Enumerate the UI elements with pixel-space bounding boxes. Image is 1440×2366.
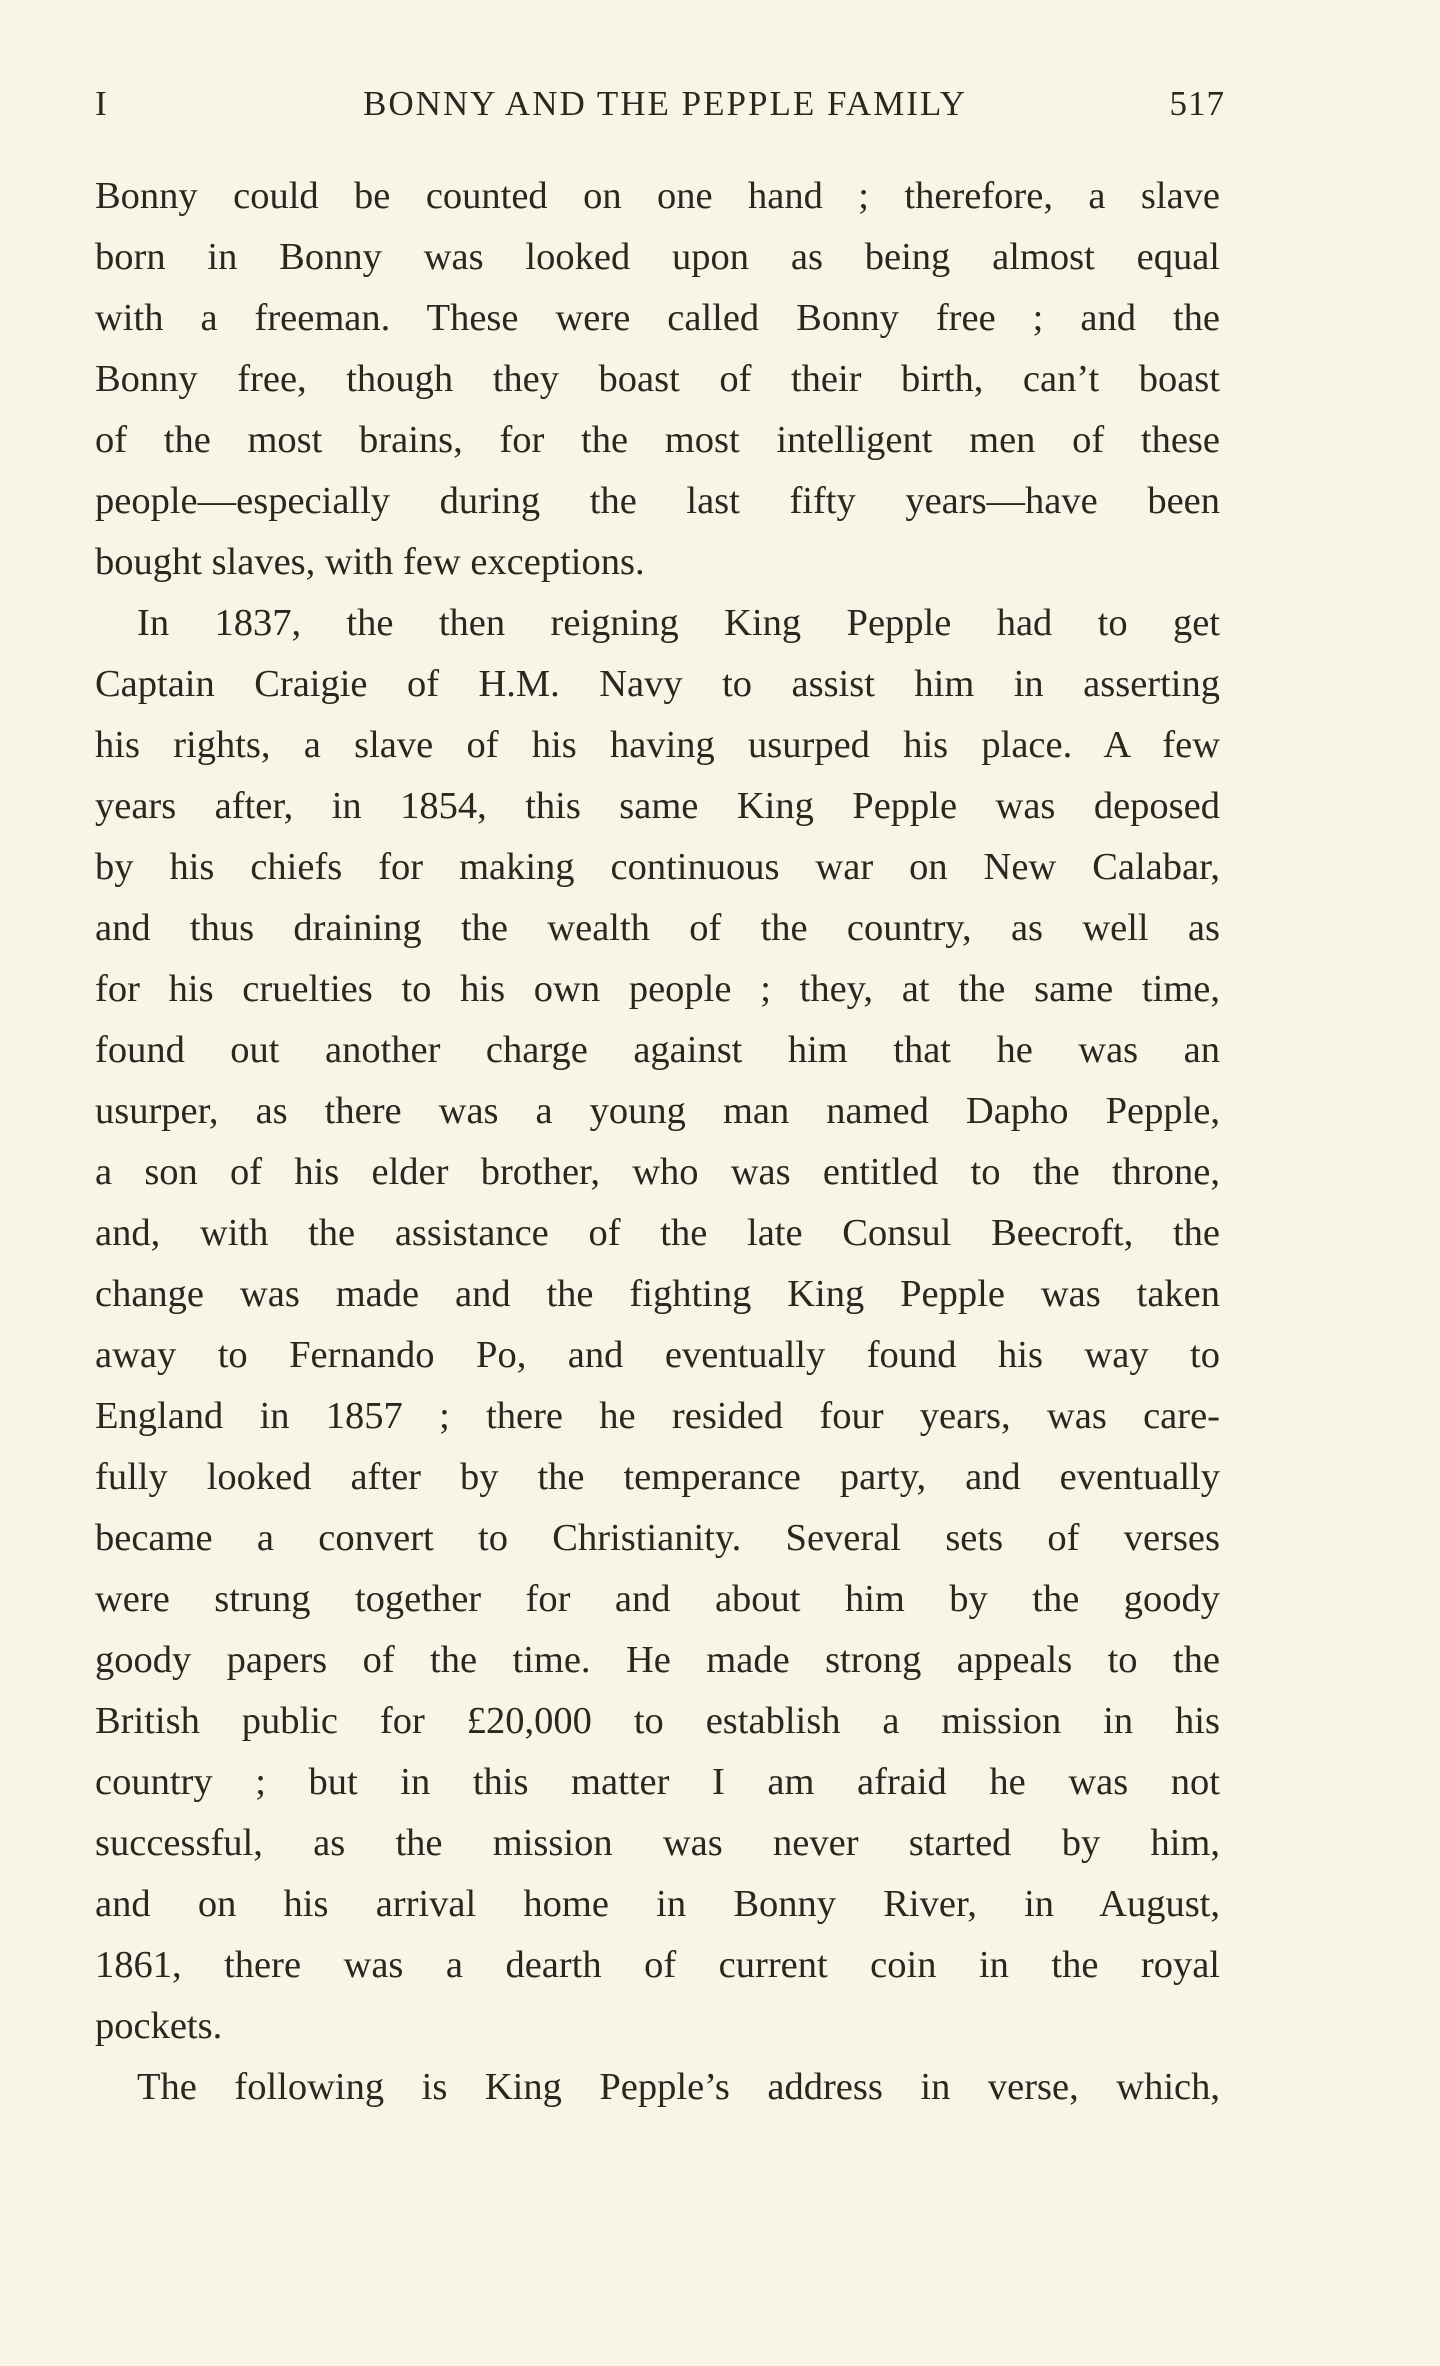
page-number: 517: [1169, 84, 1225, 123]
text-line: Bonny could be counted on one hand ; therefore, a slave: [95, 175, 1220, 217]
text-line: and, with the assistance of the late Consul Beecroft, the: [95, 1212, 1220, 1254]
text-line: Captain Craigie of H.M. Navy to assist him in asserting: [95, 663, 1220, 705]
text-line: successful, as the mission was never started by him,: [95, 1822, 1220, 1864]
text-line: his rights, a slave of his having usurped his place. A few: [95, 724, 1220, 766]
text-line: and thus draining the wealth of the country, as well as: [95, 907, 1220, 949]
body-text: [95, 166, 1220, 2118]
running-head: [95, 84, 1225, 134]
text-line: usurper, as there was a young man named Dapho Pepple,: [95, 1090, 1220, 1132]
text-line: away to Fernando Po, and eventually found his way to: [95, 1334, 1220, 1376]
text-line: country ; but in this matter I am afraid he was not: [95, 1761, 1220, 1803]
text-line: for his cruelties to his own people ; they, at the same time,: [95, 968, 1220, 1010]
text-line: and on his arrival home in Bonny River, in August,: [95, 1883, 1220, 1925]
text-line: Bonny free, though they boast of their birth, can’t boast: [95, 358, 1220, 400]
text-line: British public for £20,000 to establish a mission in his: [95, 1700, 1220, 1742]
text-line: fully looked after by the temperance party, and eventually: [95, 1456, 1220, 1498]
text-line: 1861, there was a dearth of current coin in the royal: [95, 1944, 1220, 1986]
chapter-numeral: I: [95, 84, 109, 123]
text-line: England in 1857 ; there he resided four years, was care-: [95, 1395, 1220, 1437]
text-line: became a convert to Christianity. Several sets of verses: [95, 1517, 1220, 1559]
text-line: change was made and the fighting King Pepple was taken: [95, 1273, 1220, 1315]
text-line: found out another charge against him that he was an: [95, 1029, 1220, 1071]
text-line: were strung together for and about him by the goody: [95, 1578, 1220, 1620]
paragraph-start-line: In 1837, the then reigning King Pepple had to get: [137, 602, 1220, 644]
text-line: of the most brains, for the most intelligent men of these: [95, 419, 1220, 461]
text-line: born in Bonny was looked upon as being almost equal: [95, 236, 1220, 278]
text-line: years after, in 1854, this same King Pepple was deposed: [95, 785, 1220, 827]
text-line: pockets.: [95, 2005, 223, 2047]
text-line: a son of his elder brother, who was entitled to the throne,: [95, 1151, 1220, 1193]
text-line: by his chiefs for making continuous war on New Calabar,: [95, 846, 1220, 888]
text-line: people—especially during the last fifty years—have been: [95, 480, 1220, 522]
text-line: with a freeman. These were called Bonny free ; and the: [95, 297, 1220, 339]
running-title: BONNY AND THE PEPPLE FAMILY: [362, 84, 968, 123]
paragraph-start-line: The following is King Pepple’s address in verse, which,: [137, 2066, 1220, 2108]
text-line: bought slaves, with few exceptions.: [95, 541, 645, 583]
text-line: goody papers of the time. He made strong appeals to the: [95, 1639, 1220, 1681]
